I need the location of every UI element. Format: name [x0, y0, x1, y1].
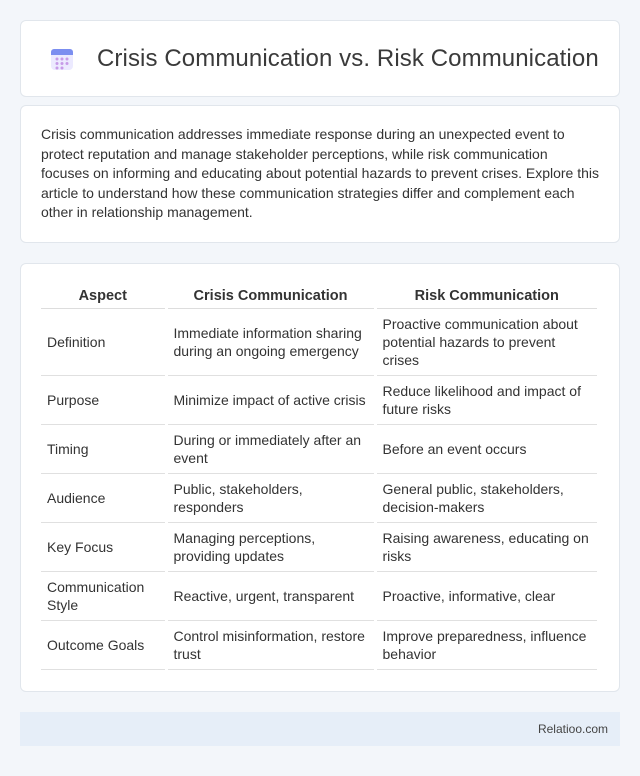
row-crisis: Reactive, urgent, transparent	[166, 571, 375, 620]
row-aspect: Definition	[41, 308, 166, 375]
table-row	[41, 424, 597, 473]
table-row	[41, 620, 597, 669]
footer	[20, 712, 620, 746]
row-crisis: Control misinformation, restore trust	[166, 620, 375, 669]
table-row	[41, 473, 597, 522]
table-row	[41, 571, 597, 620]
intro-card	[20, 105, 620, 243]
row-risk: Proactive, informative, clear	[375, 571, 597, 620]
row-crisis: Minimize impact of active crisis	[166, 375, 375, 424]
row-crisis: Public, stakeholders, responders	[166, 473, 375, 522]
table-row	[41, 375, 597, 424]
header-aspect: Aspect	[41, 286, 166, 308]
row-aspect: Audience	[41, 473, 166, 522]
row-aspect: Purpose	[41, 375, 166, 424]
row-crisis: During or immediately after an event	[166, 424, 375, 473]
row-aspect: Key Focus	[41, 522, 166, 571]
row-crisis: Immediate information sharing during an ongoing emergency	[166, 308, 375, 375]
row-risk: General public, stakeholders, decision-makers	[375, 473, 597, 522]
header-crisis: Crisis Communication	[166, 286, 375, 308]
page-title: Crisis Communication vs. Risk Communication	[97, 44, 599, 72]
footer-brand: Relatioo.com	[537, 722, 608, 736]
comparison-table	[41, 286, 597, 670]
row-risk: Raising awareness, educating on risks	[375, 522, 597, 571]
row-aspect: Communication Style	[41, 571, 166, 620]
comparison-card	[20, 263, 620, 692]
table-row	[41, 522, 597, 571]
row-crisis: Managing perceptions, providing updates	[166, 522, 375, 571]
title-card	[20, 20, 620, 97]
row-aspect: Timing	[41, 424, 166, 473]
row-risk: Reduce likelihood and impact of future risks	[375, 375, 597, 424]
intro-paragraph: Crisis communication addresses immediate response during an unexpected event to protect reputation and manage stakeholder perceptions, while risk communication focuses on informing and educating about potential hazards to prevent crises. Explore this article to understand how these communication strategies differ and complement each other in relationship management.	[41, 126, 599, 220]
calendar-grid-icon	[47, 44, 77, 74]
header-risk: Risk Communication	[375, 286, 597, 308]
table-row	[41, 308, 597, 375]
row-risk: Before an event occurs	[375, 424, 597, 473]
row-risk: Proactive communication about potential hazards to prevent crises	[375, 308, 597, 375]
row-aspect: Outcome Goals	[41, 620, 166, 669]
table-header-row	[41, 286, 597, 308]
row-risk: Improve preparedness, influence behavior	[375, 620, 597, 669]
